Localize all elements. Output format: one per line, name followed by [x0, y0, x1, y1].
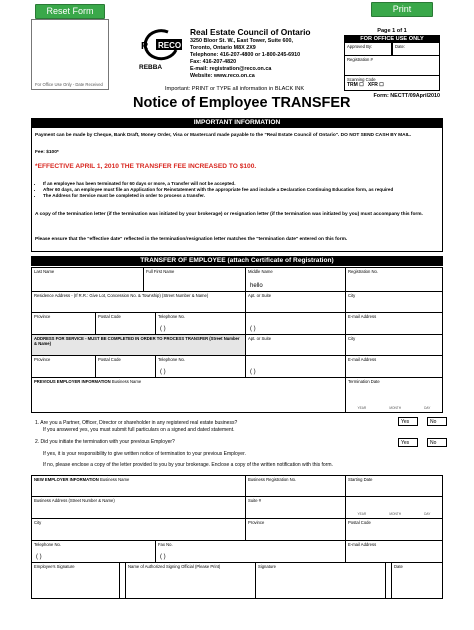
q2-no-checkbox[interactable]: No	[427, 438, 447, 447]
telephone-paren: ( )	[160, 326, 166, 332]
new-employer-label: NEW EMPLOYER INFORMATION	[34, 477, 99, 482]
council-name: Real Estate Council of Ontario	[190, 27, 311, 37]
new-email-field[interactable]	[346, 541, 442, 562]
apt-suite-label: Apt. or Suite	[248, 293, 272, 298]
effective-notice: *EFFECTIVE APRIL 1, 2010 THE TRANSFER FEE INCREASED TO $100.	[35, 163, 257, 170]
important-header: IMPORTANT INFORMATION	[31, 118, 443, 128]
first-name-label: Full First Name	[146, 269, 175, 274]
scanning-code-field[interactable]	[344, 76, 440, 91]
reset-form-button[interactable]: Reset Form	[35, 4, 105, 19]
new-email-label: E-mail Address	[348, 542, 377, 547]
year-label: YEAR	[357, 406, 367, 410]
email-field[interactable]	[346, 313, 442, 334]
question-2-note-no: If no, please enclose a copy of the letter provided to you by your brokerage. Enclose a copy of the written notification with this form.	[43, 462, 333, 468]
service-province-label: Province	[34, 357, 51, 362]
first-name-field[interactable]	[144, 268, 246, 291]
province-label: Province	[34, 314, 51, 319]
previous-employer-label: PREVIOUS EMPLOYER INFORMATION	[34, 379, 111, 384]
transfer-header: TRANSFER OF EMPLOYEE (attach Certificate of Registration)	[31, 256, 443, 266]
service-telephone-field[interactable]	[156, 356, 246, 377]
service-address-label: ADDRESS FOR SERVICE - MUST BE COMPLETED IN ORDER TO PROCESS TRANSFER (Street Number & Name)	[34, 336, 240, 346]
office-use-panel	[344, 27, 440, 99]
question-1-note: If you answered yes, you must submit full particulars on a signed and dated statement.	[43, 427, 235, 433]
service-apt-field[interactable]	[246, 335, 346, 355]
residence-address-label: Residence Address - (If R.R.: Give Lot, Concession No. & Township) (Street Number & Name)	[34, 293, 209, 298]
form-number: Form: NECTT/09April2010	[373, 93, 440, 99]
council-address1: 3250 Bloor St. W., East Tower, Suite 600,	[190, 38, 293, 44]
payment-note: Payment can be made by Cheque, Bank Draft, Money Order, Visa or Mastercard made payable to the "Real Estate Council of Ontario". DO NOT SEND CASH BY MAIL.	[35, 133, 412, 138]
scanning-code-label: Scanning Code	[347, 77, 376, 82]
rebba-logo-icon: REBBA	[139, 64, 163, 71]
office-use-title: FOR OFFICE USE ONLY	[344, 35, 440, 43]
business-address-field[interactable]	[32, 497, 246, 518]
province-field[interactable]	[32, 313, 96, 334]
q1-no-checkbox[interactable]: No	[427, 417, 447, 426]
signature-field[interactable]	[256, 563, 386, 598]
new-employer-grid	[31, 475, 443, 599]
new-business-name-field[interactable]	[32, 476, 246, 496]
business-reg-field[interactable]	[246, 476, 346, 496]
business-reg-label: Business Registration No.	[248, 477, 297, 482]
office-use-label: For Office Use Only - Date Received	[35, 82, 103, 87]
copy-note: A copy of the termination letter (if the termination was initiated by your brokerage) or resignation letter (if the termination was initiated by you) must accompany this form.	[35, 212, 423, 217]
new-fax-paren: ( )	[160, 554, 166, 560]
q2-yes-no	[398, 438, 447, 447]
new-telephone-label: Telephone No.	[34, 542, 62, 547]
svg-text:R: R	[141, 41, 149, 52]
print-button[interactable]: Print	[371, 2, 433, 17]
question-1: 1. Are you a Partner, Officer, Director or shareholder in any registered real estate business?	[35, 420, 238, 426]
new-telephone-paren: ( )	[36, 554, 42, 560]
council-address2: Toronto, Ontario M8X 2X9	[190, 45, 256, 51]
employee-signature-label: Employee's Signature	[34, 564, 75, 569]
middle-name-value: hello	[250, 283, 263, 289]
previous-employer-field[interactable]	[32, 378, 346, 412]
sign-date-label: Date	[394, 564, 403, 569]
apt-suite-field[interactable]	[246, 292, 346, 312]
day-label: DAY	[424, 406, 431, 410]
starting-date-field[interactable]	[346, 476, 442, 496]
xfr-checkbox[interactable]: XFR ☐	[367, 82, 384, 88]
q2-yes-checkbox[interactable]: Yes	[398, 438, 418, 447]
suite-label: Suite #	[248, 498, 262, 503]
service-postal-field[interactable]	[96, 356, 156, 377]
date-field[interactable]: Date:	[392, 43, 440, 56]
trm-checkbox[interactable]: TRM ☐	[347, 82, 364, 88]
service-city-field[interactable]	[346, 335, 442, 355]
last-name-label: Last Name	[34, 269, 55, 274]
employee-signature-field[interactable]	[32, 563, 120, 598]
bullet-list	[43, 181, 437, 200]
new-business-name-label: Business Name	[100, 477, 130, 482]
bullet-item: • If an employee has been terminated for 60 days or more, a Transfer will not be accepted.	[43, 181, 437, 187]
reco-logo-icon	[138, 28, 184, 62]
transfer-grid	[31, 267, 443, 413]
registration-no-field[interactable]	[346, 268, 442, 291]
authorized-name-label: Name of Authorized Signing Official (Please Print)	[128, 564, 221, 569]
logo-text: RECO	[158, 41, 182, 50]
authorized-name-field[interactable]	[126, 563, 256, 598]
starting-date-label: Starting Date	[348, 477, 373, 482]
termination-date-label: Termination Date	[348, 379, 380, 384]
fax-paren: ( )	[250, 326, 256, 332]
page-indicator: Page 1 of 1	[377, 28, 407, 34]
termination-date-field[interactable]	[346, 378, 442, 412]
service-fax-field[interactable]	[246, 356, 346, 377]
service-telephone-paren: ( )	[160, 369, 166, 375]
telephone-field[interactable]	[156, 313, 246, 334]
registration-no-label: Registration No.	[348, 269, 379, 274]
month-label: MONTH	[389, 512, 402, 516]
new-postal-label: Postal Code	[348, 520, 371, 525]
question-2-note-yes: If yes, it is your responsibility to give written notice of termination to your previous Employer.	[43, 451, 246, 457]
new-city-field[interactable]	[32, 519, 246, 540]
q1-yes-checkbox[interactable]: Yes	[398, 417, 418, 426]
council-fax: Fax: 416-207-4820	[190, 59, 237, 65]
last-name-field[interactable]	[32, 268, 144, 291]
telephone-label: Telephone No.	[158, 314, 186, 319]
question-2: 2. Did you initiate the termination with your previous Employer?	[35, 439, 175, 445]
starting-date-parts[interactable]	[346, 497, 442, 518]
new-city-label: City	[34, 520, 42, 525]
suite-field[interactable]	[246, 497, 346, 518]
new-province-field[interactable]	[246, 519, 346, 540]
approved-by-field[interactable]: Approved By:	[344, 43, 392, 56]
service-postal-label: Postal Code	[98, 357, 121, 362]
office-use-date-box[interactable]	[31, 19, 109, 90]
fax-field[interactable]	[246, 313, 346, 334]
fee-text: Fee: $100*	[35, 150, 59, 155]
new-telephone-field[interactable]	[32, 541, 156, 562]
city-field[interactable]	[346, 292, 442, 312]
service-fax-paren: ( )	[250, 369, 256, 375]
email-label: E-mail Address	[348, 314, 377, 319]
ensure-note: Please ensure that the "effective date" reflected in the termination/resignation letter matches the "termination date" entered on this form.	[35, 237, 348, 242]
middle-name-field[interactable]	[246, 268, 346, 291]
sign-date-field[interactable]	[392, 563, 442, 598]
service-telephone-label: Telephone No.	[158, 357, 186, 362]
print-note: Important: PRINT or TYPE all information in BLACK INK	[165, 86, 305, 92]
new-province-label: Province	[248, 520, 265, 525]
business-address-label: Business Address (Street Number & Name)	[34, 498, 115, 503]
service-city-label: City	[348, 336, 356, 341]
service-email-field[interactable]	[346, 356, 442, 377]
bullet-item: • The Address for Service must be completed in order to process a transfer.	[43, 193, 437, 199]
postal-code-label: Postal Code	[98, 314, 121, 319]
middle-name-label: Middle Name	[248, 269, 273, 274]
service-email-label: E-mail Address	[348, 357, 377, 362]
service-address-field[interactable]	[32, 335, 246, 355]
page-title: Notice of Employee TRANSFER	[133, 95, 351, 111]
city-label: City	[348, 293, 356, 298]
new-fax-field[interactable]	[156, 541, 346, 562]
new-fax-label: Fax No.	[158, 542, 173, 547]
registration-field[interactable]: Registration #	[344, 56, 440, 76]
signature-label: Signature	[258, 564, 276, 569]
previous-business-label: Business Name	[111, 379, 142, 384]
bullet-item: • After 60 days, an employee must file an Application for Reinstatement with the appropriate fee and include a Declaration Continuing Education form, as required	[43, 187, 437, 193]
council-email: E-mail: registration@reco.on.ca	[190, 66, 272, 72]
residence-address-field[interactable]	[32, 292, 246, 312]
new-postal-field[interactable]	[346, 519, 442, 540]
council-telephone: Telephone: 416-207-4800 or 1-800-245-6910	[190, 52, 301, 58]
q1-yes-no	[398, 417, 447, 426]
council-website: Website: www.reco.on.ca	[190, 73, 255, 79]
service-apt-label: Apt. or Suite	[248, 336, 272, 341]
year-label: YEAR	[357, 512, 367, 516]
service-province-field[interactable]	[32, 356, 96, 377]
postal-code-field[interactable]	[96, 313, 156, 334]
day-label: DAY	[424, 512, 431, 516]
month-label: MONTH	[389, 406, 402, 410]
